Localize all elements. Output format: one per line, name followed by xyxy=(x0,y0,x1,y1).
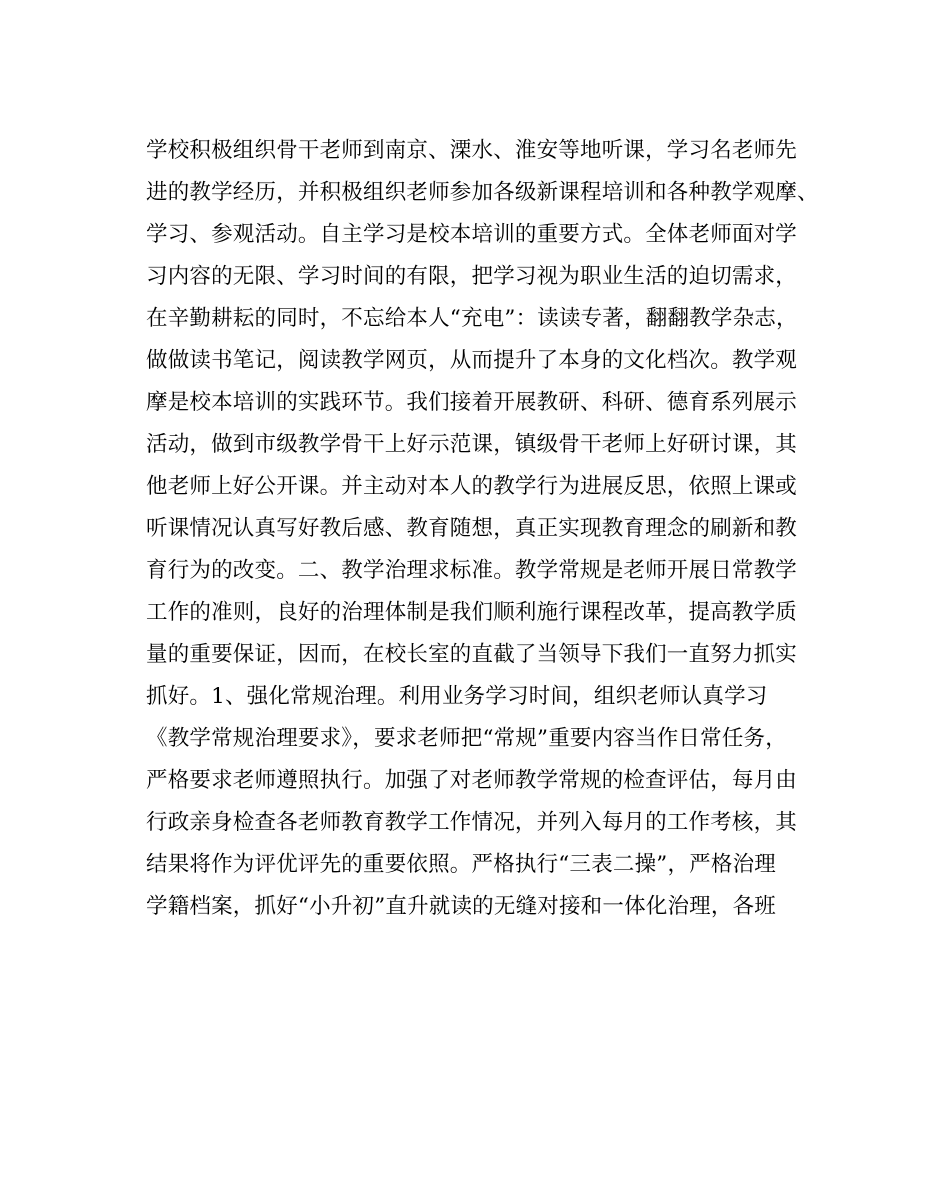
text-line: 《教学常规治理要求》，要求老师把“常规”重要内容当作日常任务， xyxy=(146,726,787,751)
text-line: 严格要求老师遵照执行。加强了对老师教学常规的检查评估，每月由 xyxy=(146,768,798,793)
text-line: 育行为的改变。二、教学治理求标准。教学常规是老师开展日常教学 xyxy=(146,558,798,583)
text-line: 摩是校本培训的实践环节。我们接着开展教研、科研、德育系列展示 xyxy=(146,390,798,415)
text-line: 习内容的无限、学习时间的有限，把学习视为职业生活的迫切需求， xyxy=(146,264,798,289)
text-line: 抓好。1、强化常规治理。利用业务学习时间，组织老师认真学习 xyxy=(146,684,768,709)
body-text xyxy=(146,130,826,928)
text-line: 进的教学经历，并积极组织老师参加各级新课程培训和各种教学观摩、 xyxy=(146,180,819,205)
text-line: 做做读书笔记，阅读教学网页，从而提升了本身的文化档次。教学观 xyxy=(146,348,798,373)
text-line: 在辛勤耕耘的同时，不忘给本人“充电”：读读专著，翻翻教学杂志， xyxy=(146,306,798,331)
text-line: 他老师上好公开课。并主动对本人的教学行为进展反思，依照上课或 xyxy=(146,474,798,499)
text-line: 学籍档案，抓好“小升初”直升就读的无缝对接和一体化治理，各班 xyxy=(146,894,776,919)
text-line: 工作的准则，良好的治理体制是我们顺利施行课程改革，提高教学质 xyxy=(146,600,798,625)
text-line: 行政亲身检查各老师教育教学工作情况，并列入每月的工作考核，其 xyxy=(146,810,798,835)
text-line: 听课情况认真写好教后感、教育随想，真正实现教育理念的刷新和教 xyxy=(146,516,798,541)
text-line: 学校积极组织骨干老师到南京、溧水、淮安等地听课，学习名老师先 xyxy=(146,138,798,163)
text-line: 结果将作为评优评先的重要依照。严格执行“三表二操”，严格治理 xyxy=(146,852,776,877)
text-line: 量的重要保证，因而，在校长室的直截了当领导下我们一直努力抓实 xyxy=(146,642,798,667)
text-line: 学习、参观活动。自主学习是校本培训的重要方式。全体老师面对学 xyxy=(146,222,798,247)
text-line: 活动，做到市级教学骨干上好示范课，镇级骨干老师上好研讨课，其 xyxy=(146,432,798,457)
